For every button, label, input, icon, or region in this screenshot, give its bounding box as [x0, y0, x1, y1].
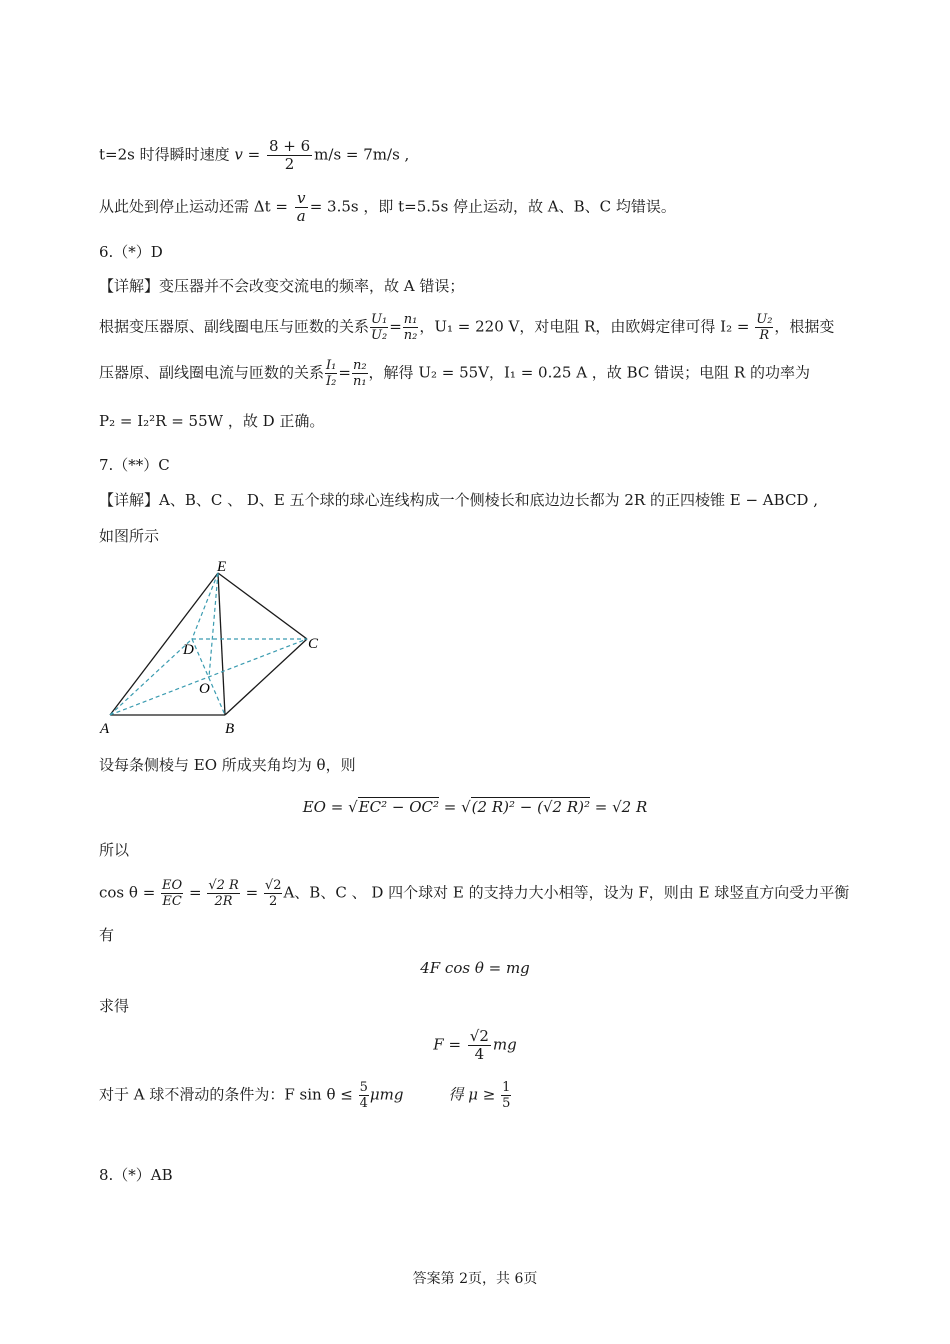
no-slip-condition: 对于 A 球不滑动的条件为：F sin θ ≤ $\frac{5}{4}$ μmg 得 μ ≥ $\frac{1}{5}$ — [99, 1080, 511, 1111]
question-7-label: 7.（**）C — [99, 456, 170, 474]
fraction: $\frac{8 + 6}{2}$ — [268, 137, 311, 173]
text-you: 有 — [99, 926, 115, 944]
fraction: $\frac{√2 R}{2R}$ — [208, 878, 239, 909]
fraction: $\frac{5}{4}$ — [359, 1080, 368, 1111]
question-7-figure-ref: 如图所示 — [99, 527, 160, 545]
question-6-power: P₂ = I₂²R = 55W ，故 D 正确。 — [99, 412, 325, 430]
line-instant-velocity: t=2s 时得瞬时速度 v = $\frac{8 + 6}{2}$ m/s = 7m/s , — [99, 137, 410, 173]
fraction: $\frac{\text{U₁}}{\text{U₂}}$ — [371, 312, 388, 343]
fraction: $\frac{1}{5}$ — [502, 1080, 511, 1111]
fraction: $\frac{v}{a}$ — [296, 189, 306, 225]
pyramid-figure — [95, 560, 335, 740]
question-8-label: 8.（*）AB — [99, 1166, 173, 1184]
label-A: A — [100, 721, 110, 737]
fraction: $\frac{\text{n₁}}{\text{n₂}}$ — [403, 312, 418, 343]
equation-EO: EO = √EC² − OC² = √(2 R)² − (√2 R)² = √2 R — [302, 798, 648, 816]
fraction: $\frac{\text{U₂}}{R}$ — [756, 312, 773, 343]
page-footer: 答案第 2页，共 6页 — [412, 1271, 538, 1287]
question-6-current: 压器原、副线圈电流与匝数的关系 $\frac{\text{I₁}}{\text{I₂}}$ = $\frac{\text{n₂}}{\text{n₁}}$ ，解得 U₂ = 55V，I₁ = 0.25 A ，故 BC 错误；电阻 R 的功率为 — [99, 358, 810, 389]
fraction: $\frac{√2}{4}$ — [469, 1027, 489, 1063]
label-E: E — [217, 560, 227, 575]
question-7-angle: 设每条侧棱与 EO 所成夹角均为 θ，则 — [99, 756, 356, 774]
fraction: $\frac{\text{n₂}}{\text{n₁}}$ — [352, 358, 367, 389]
question-6-label: 6.（*）D — [99, 243, 163, 261]
fraction: $\frac{EO}{EC}$ — [162, 878, 183, 909]
label-C: C — [308, 636, 319, 652]
line-stop-time: 从此处到停止运动还需 Δt = $\frac{v}{a}$ = 3.5s ，即 t=5.5s 停止运动，故 A、B、C 均错误。 — [99, 189, 676, 225]
cos-theta-line: cos θ = $\frac{EO}{EC}$ = $\frac{√2 R}{2R}$ = $\frac{√2}{2}$ A、B、C 、 D 四个球对 E 的支持力大小相等，设为 F，则由 E 球竖直方向受力平衡 — [99, 878, 850, 909]
question-6-voltage: 根据变压器原、副线圈电压与匝数的关系 $\frac{\text{U₁}}{\text{U₂}}$ = $\frac{\text{n₁}}{\text{n₂}}$ ，U₁ = 220 V，对电阻 R，由欧姆定律可得 I₂ = $\frac{\text{U₂}}{R}$ ，根据变 — [99, 312, 835, 343]
label-O: O — [199, 681, 210, 697]
text-suoyi: 所以 — [99, 841, 130, 859]
label-B: B — [225, 721, 235, 737]
equation-F: F = $\frac{√2}{4}$ mg — [433, 1027, 517, 1063]
equation-force-balance: 4F cos θ = mg — [420, 959, 530, 977]
question-7-detail: 【详解】A、B、C 、 D、E 五个球的球心连线构成一个侧棱长和底边边长都为 2R 的正四棱锥 E − ABCD , — [99, 491, 818, 509]
fraction: $\frac{√2}{2}$ — [264, 878, 282, 909]
text-qiude: 求得 — [99, 997, 130, 1015]
question-6-detail: 【详解】变压器并不会改变交流电的频率，故 A 错误； — [99, 277, 465, 295]
label-D: D — [183, 642, 194, 658]
fraction: $\frac{\text{I₁}}{\text{I₂}}$ — [326, 358, 337, 389]
